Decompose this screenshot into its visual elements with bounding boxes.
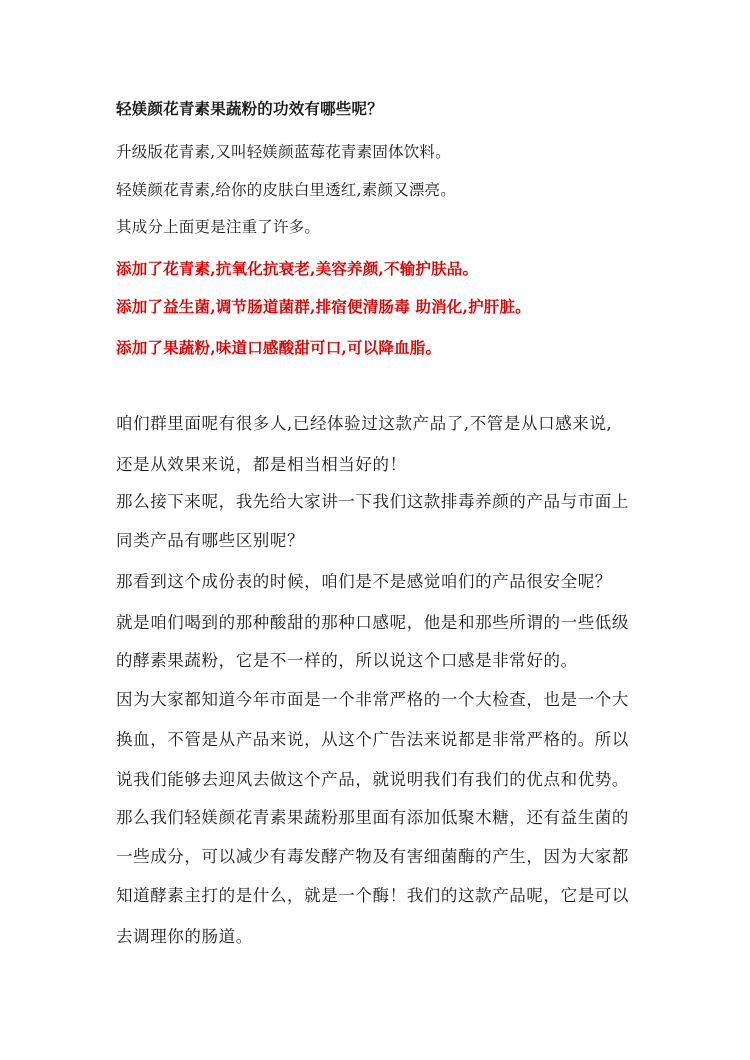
body-line: 还是从效果来说，都是相当相当好的！ <box>116 455 407 474</box>
document-heading: 轻媄颜花青素果蔬粉的功效有哪些呢？ <box>116 99 383 118</box>
body-line: 因为大家都知道今年市面是一个非常严格的一个大检查，也是一个大 <box>116 690 629 709</box>
intro-line: 升级版花青素,又叫轻媄颜蓝莓花青素固体饮料。 <box>116 143 451 161</box>
body-line: 就是咱们喝到的那种酸甜的那种口感呢，他是和那些所谓的一些低级 <box>116 613 629 632</box>
body-line: 的酵素果蔬粉，它是不一样的，所以说这个口感是非常好的。 <box>116 651 578 670</box>
body-line: 咱们群里面呢有很多人,已经体验过这款产品了,不管是从口感来说, <box>116 414 613 433</box>
body-line: 那么我们轻媄颜花青素果蔬粉那里面有添加低聚木糖，还有益生菌的 <box>116 808 629 827</box>
body-line: 一些成分，可以减少有毒发酵产物及有害细菌酶的产生，因为大家都 <box>116 847 629 866</box>
highlight-line: 添加了果蔬粉,味道口感酸甜可口,可以降血脂。 <box>116 338 442 357</box>
body-line: 那么接下来呢，我先给大家讲一下我们这款排毒养颜的产品与市面上 <box>116 492 629 511</box>
highlight-line: 添加了花青素,抗氧化抗衰老,美容养颜,不输护肤品。 <box>116 259 479 278</box>
body-line: 去调理你的肠道。 <box>116 927 253 946</box>
body-line: 说我们能够去迎风去做这个产品，就说明我们有我们的优点和优势。 <box>116 770 629 789</box>
body-line: 换血，不管是从产品来说，从这个广告法来说都是非常严格的。所以 <box>116 730 629 749</box>
intro-line: 其成分上面更是注重了许多。 <box>116 218 321 236</box>
intro-line: 轻媄颜花青素,给你的皮肤白里透红,素颜又漂亮。 <box>116 181 456 199</box>
body-line: 那看到这个成份表的时候，咱们是不是感觉咱们的产品很安全呢？ <box>116 572 612 591</box>
body-line: 同类产品有哪些区别呢？ <box>116 531 305 550</box>
body-line: 知道酵素主打的是什么，就是一个酶！我们的这款产品呢，它是可以 <box>116 886 629 905</box>
highlight-line: 添加了益生菌,调节肠道菌群,排宿便清肠毒 助消化,护肝脏。 <box>116 297 531 316</box>
